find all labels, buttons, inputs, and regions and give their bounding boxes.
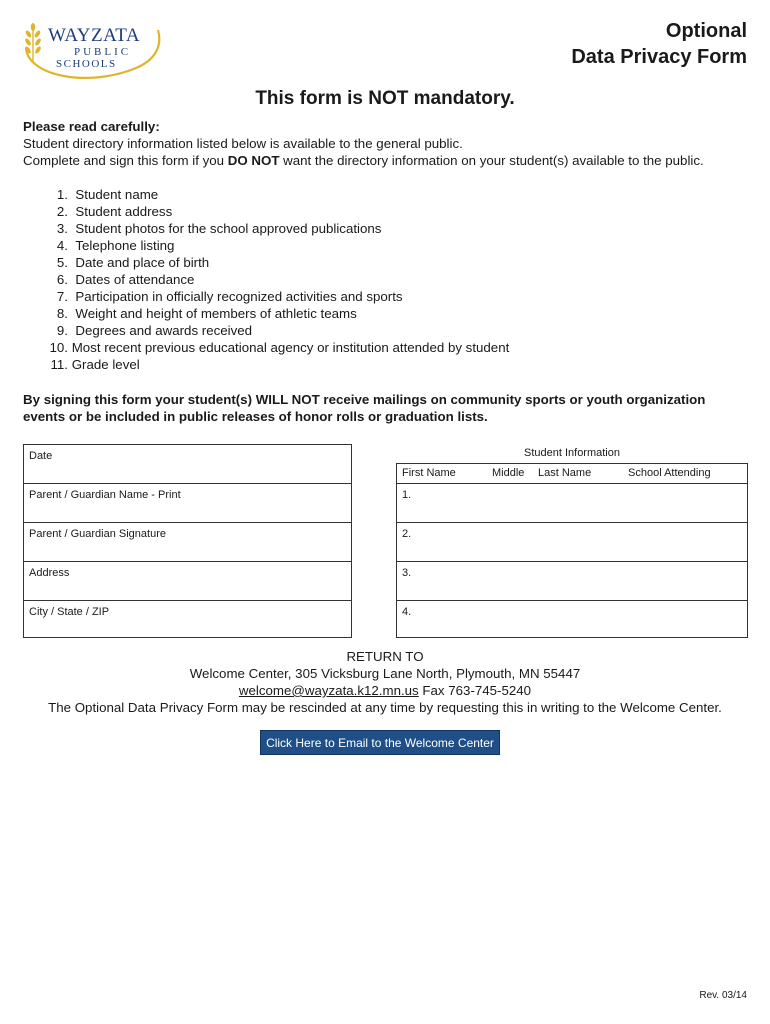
list-item-label: Dates of attendance: [75, 272, 195, 287]
address-field-label: Address: [29, 567, 70, 579]
student-row-number: 4.: [402, 606, 412, 618]
list-item-label: Weight and height of members of athletic teams: [75, 306, 357, 321]
list-item-label: Most recent previous educational agency or institution attended by student: [71, 340, 510, 355]
form-title-line-1: Optional: [665, 20, 747, 42]
list-item-number: 4.: [56, 238, 68, 253]
student-row-number: 2.: [402, 528, 412, 540]
list-item-number: 7.: [56, 289, 68, 304]
list-item-number: 2.: [56, 204, 68, 219]
list-item-label: Telephone listing: [75, 238, 175, 253]
city-state-zip-field[interactable]: [24, 600, 351, 638]
column-first-name: First Name: [402, 467, 456, 479]
column-middle: Middle: [492, 467, 525, 479]
student-row-number: 3.: [402, 567, 412, 579]
column-school-attending: School Attending: [628, 467, 711, 479]
welcome-center-address: Welcome Center, 305 Vicksburg Lane North, Plymouth, MN 55447: [189, 666, 581, 681]
list-item-number: 6.: [56, 272, 68, 287]
list-item-number: 3.: [56, 221, 68, 236]
student-row-3[interactable]: [397, 561, 747, 600]
list-item: [23, 339, 509, 356]
list-item-number: 11.: [50, 357, 68, 372]
address-field[interactable]: [24, 561, 351, 600]
list-item: [23, 254, 509, 271]
wayzata-logo: [18, 18, 166, 84]
list-item: [23, 220, 509, 237]
student-row-number: 1.: [402, 489, 412, 501]
list-item-label: Date and place of birth: [75, 255, 210, 270]
list-item: [23, 305, 509, 322]
list-item: [23, 288, 509, 305]
logo-line-3: SCHOOLS: [56, 58, 117, 70]
intro-line-2: [23, 152, 704, 169]
student-row-4[interactable]: [397, 600, 747, 638]
form-title-line-2: Data Privacy Form: [571, 46, 747, 68]
student-row-1[interactable]: [397, 483, 747, 522]
wheat-sprig-icon: [20, 22, 46, 62]
list-item-label: Student photos for the school approved publications: [75, 221, 382, 236]
logo-line-2: PUBLIC: [74, 46, 132, 58]
date-field-label: Date: [29, 450, 53, 462]
list-item-number: 9.: [56, 323, 68, 338]
logo-line-1: WAYZATA: [48, 25, 141, 46]
list-item-label: Student address: [75, 204, 173, 219]
email-link[interactable]: welcome@wayzata.k12.mn.us: [238, 683, 419, 698]
column-last-name: Last Name: [538, 467, 592, 479]
list-item: [23, 322, 509, 339]
list-item-number: 10.: [49, 340, 68, 355]
student-info-form: [396, 463, 748, 638]
list-item: [23, 237, 509, 254]
intro-line-2-suffix: want the directory information on your student(s) available to the public.: [279, 153, 704, 168]
student-info-header: [397, 464, 747, 483]
student-row-2[interactable]: [397, 522, 747, 561]
read-carefully-label: Please read carefully:: [23, 119, 160, 134]
list-item-label: Student name: [75, 187, 159, 202]
list-item-number: 5.: [56, 255, 68, 270]
student-info-title: Student Information: [523, 447, 620, 459]
city-state-zip-field-label: City / State / ZIP: [29, 606, 110, 618]
intro-line-1: Student directory information listed below is available to the general public.: [23, 136, 463, 151]
guardian-signature-field[interactable]: [24, 522, 351, 561]
guardian-signature-field-label: Parent / Guardian Signature: [29, 528, 166, 540]
list-item: [23, 203, 509, 220]
list-item-number: 1.: [56, 187, 68, 202]
signing-notice: By signing this form your student(s) WILL NOT receive mailings on community sports or youth organization events or be included in public releases of honor rolls or graduation lists.: [23, 392, 706, 424]
rescind-notice: The Optional Data Privacy Form may be rescinded at any time by requesting this in writing to the Welcome Center.: [48, 700, 722, 715]
list-item-label: Degrees and awards received: [75, 323, 253, 338]
list-item: [23, 271, 509, 288]
email-welcome-center-button[interactable]: Click Here to Email to the Welcome Center: [260, 730, 500, 755]
return-to-heading: RETURN TO: [346, 649, 424, 664]
list-item-label: Participation in officially recognized activities and sports: [75, 289, 403, 304]
intro-line-2-prefix: Complete and sign this form if you: [23, 153, 228, 168]
list-item-number: 8.: [56, 306, 68, 321]
logo-wordmark: [48, 26, 140, 70]
fax-number: Fax 763-745-5240: [418, 683, 532, 698]
list-item-label: Grade level: [71, 357, 140, 372]
guardian-name-field[interactable]: [24, 483, 351, 522]
directory-info-list: [23, 186, 509, 373]
revision-label: Rev. 03/14: [699, 990, 747, 1001]
list-item: [23, 356, 509, 373]
list-item: [23, 186, 509, 203]
guardian-name-field-label: Parent / Guardian Name - Print: [29, 489, 181, 501]
intro-line-2-bold: DO NOT: [227, 153, 280, 168]
contact-line: [0, 682, 770, 699]
mandatory-heading: This form is NOT mandatory.: [255, 88, 515, 109]
guardian-info-form: [23, 444, 352, 638]
date-field[interactable]: [24, 445, 351, 483]
form-title: [571, 18, 747, 70]
